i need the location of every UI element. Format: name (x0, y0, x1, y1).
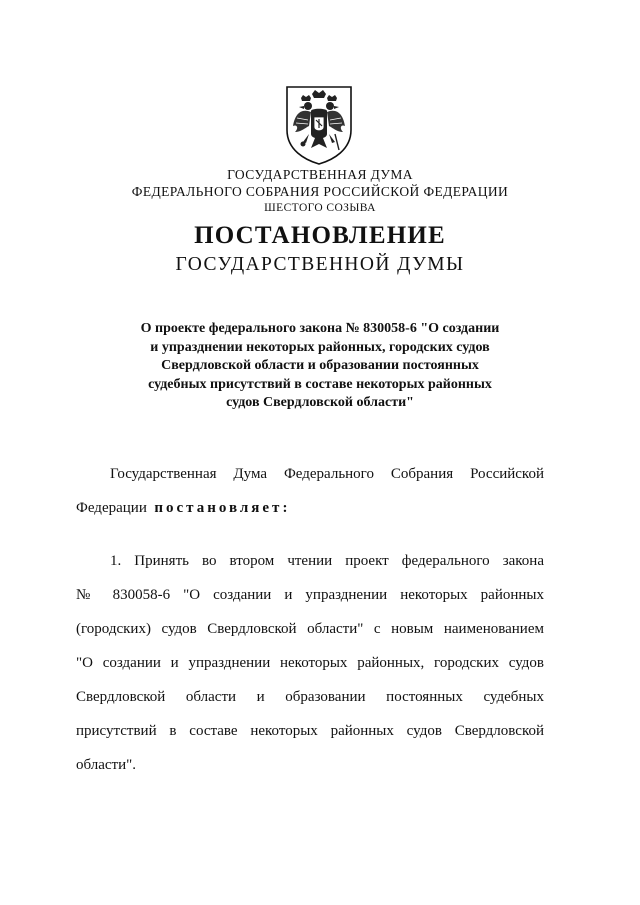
item-line: 1. Принять во втором чтении проект федерального закона (110, 553, 544, 569)
item-line: "О создании и упразднении некоторых районных, городских судов (76, 655, 544, 671)
item-1-paragraph (76, 544, 544, 782)
item-line: (городских) судов Свердловской области" с новым наименованием (76, 621, 544, 637)
coat-of-arms-icon (281, 84, 357, 166)
issuer-line-3: ШЕСТОГО СОЗЫВА (264, 202, 376, 214)
resolves-keyword: постановляет (154, 500, 283, 516)
issuer-line-2: ФЕДЕРАЛЬНОГО СОБРАНИЯ РОССИЙСКОЙ ФЕДЕРАЦИИ (131, 184, 509, 199)
preamble-paragraph (76, 457, 544, 525)
preamble-text: Федерации (76, 500, 147, 516)
subject-line: судов Свердловской области" (226, 395, 414, 410)
item-line: области". (76, 757, 137, 773)
document-subject (100, 320, 540, 413)
subject-line: и упразднении некоторых районных, городских судов (150, 339, 490, 355)
subject-line: О проекте федерального закона № 830058-6 "О создании (140, 321, 500, 336)
document-subtitle: ГОСУДАРСТВЕННОЙ ДУМЫ (175, 254, 465, 275)
subject-line: Свердловской области и образовании постоянных (161, 358, 479, 373)
item-line: Свердловской области и образовании постоянных судебных (76, 689, 544, 705)
item-line: присутствий в составе некоторых районных судов Свердловской (76, 723, 544, 739)
item-line: № 830058-6 "О создании и упразднении некоторых районных (76, 587, 544, 603)
document-title: ПОСТАНОВЛЕНИЕ (194, 222, 446, 249)
issuer-line-1: ГОСУДАРСТВЕННАЯ ДУМА (227, 167, 413, 182)
preamble-line (76, 491, 544, 525)
resolves-colon: : (282, 500, 291, 516)
preamble-line: Государственная Дума Федерального Собрания Российской (110, 466, 544, 482)
subject-line: судебных присутствий в составе некоторых районных (148, 376, 492, 392)
